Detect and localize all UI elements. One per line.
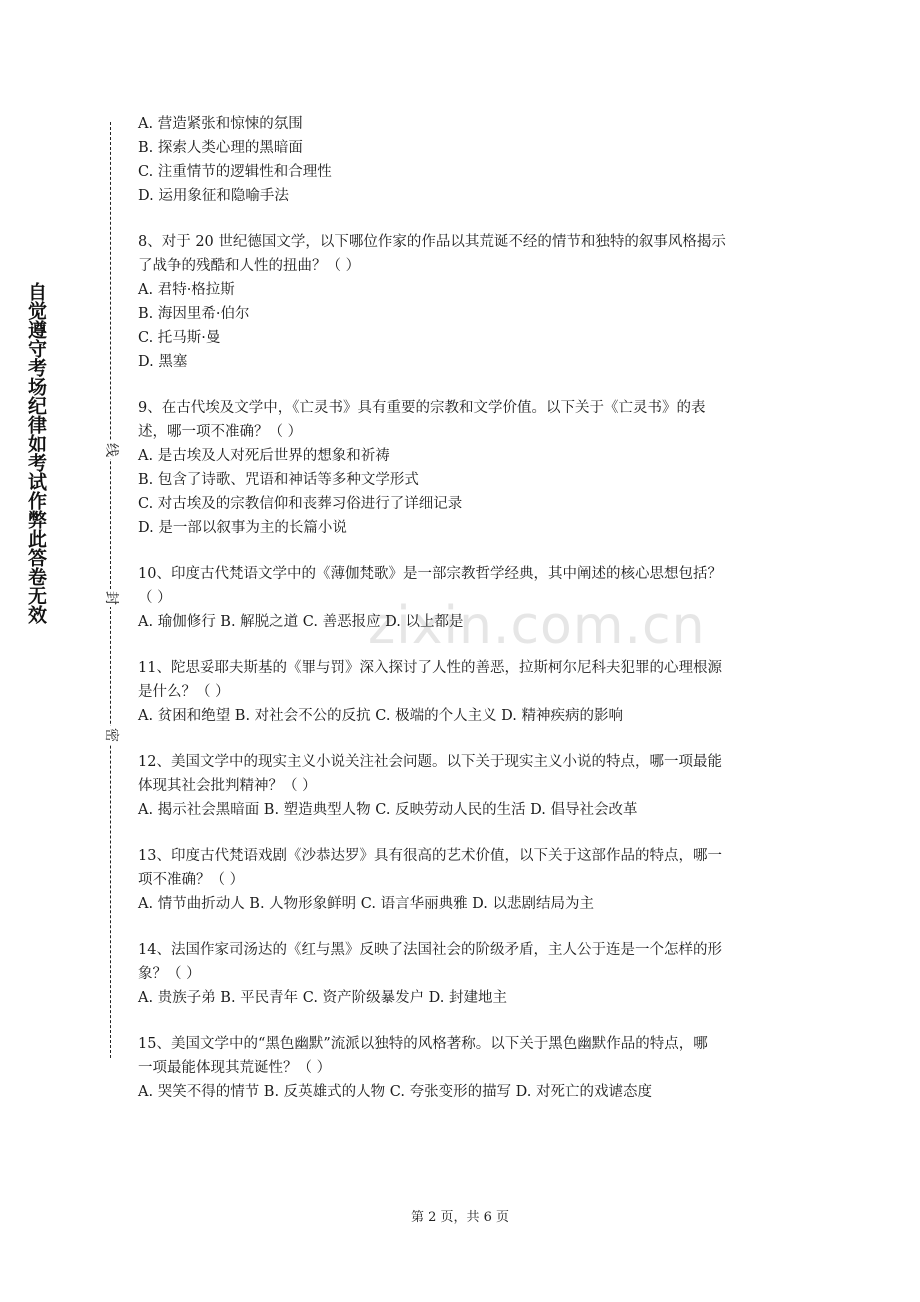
exam-discipline-warning: 自觉遵守考场纪律如考试作弊此答卷无效 xyxy=(25,282,47,624)
options-row: A. 贵族子弟 B. 平民青年 C. 资产阶级暴发户 D. 封建地主 xyxy=(138,990,508,1006)
question-stem: 象？（ ） xyxy=(138,966,201,982)
watermark: zixin.com.cn xyxy=(368,596,706,656)
question-stem: 9、在古代埃及文学中，《亡灵书》具有重要的宗教和文学价值。以下关于《亡灵书》的表 xyxy=(138,400,706,416)
question-stem: 11、陀思妥耶夫斯基的《罪与罚》深入探讨了人性的善恶，拉斯柯尔尼科夫犯罪的心理根源 xyxy=(138,660,722,676)
question-15 xyxy=(138,1032,788,1104)
question-stem: 8、对于 20 世纪德国文学，以下哪位作家的作品以其荒诞不经的情节和独特的叙事风格揭示 xyxy=(138,234,726,250)
binding-label-line: 线 xyxy=(103,443,119,457)
question-stem: 述，哪一项不准确？（ ） xyxy=(138,424,303,440)
options-row: A. 哭笑不得的情节 B. 反英雄式的人物 C. 夸张变形的描写 D. 对死亡的戏谑态度 xyxy=(138,1084,653,1100)
binding-label-seal: 封 xyxy=(103,591,119,605)
question-stem: 15、美国文学中的“黑色幽默”流派以独特的风格著称。以下关于黑色幽默作品的特点，哪 xyxy=(138,1036,708,1052)
intro-options xyxy=(138,112,788,208)
question-13 xyxy=(138,844,788,916)
option: D. 运用象征和隐喻手法 xyxy=(138,188,289,204)
question-stem: 体现其社会批判精神？（ ） xyxy=(138,778,317,794)
question-content xyxy=(138,112,788,1104)
question-stem: 是什么？（ ） xyxy=(138,684,230,700)
options-row: A. 揭示社会黑暗面 B. 塑造典型人物 C. 反映劳动人民的生活 D. 倡导社会改革 xyxy=(138,802,638,818)
option: A. 营造紧张和惊悚的氛围 xyxy=(138,116,303,132)
question-stem: 13、印度古代梵语戏剧《沙恭达罗》具有很高的艺术价值，以下关于这部作品的特点，哪一 xyxy=(138,848,722,864)
question-stem: 项不准确？（ ） xyxy=(138,872,245,888)
option: B. 包含了诗歌、咒语和神话等多种文学形式 xyxy=(138,472,419,488)
page-footer: 第 2 页，共 6 页 xyxy=(410,1210,510,1225)
option: C. 对古埃及的宗教信仰和丧葬习俗进行了详细记录 xyxy=(138,496,463,512)
option: B. 探索人类心理的黑暗面 xyxy=(138,140,303,156)
option: C. 注重情节的逻辑性和合理性 xyxy=(138,164,332,180)
options-row: A. 瑜伽修行 B. 解脱之道 C. 善恶报应 D. 以上都是 xyxy=(138,614,464,630)
option: A. 君特·格拉斯 xyxy=(138,282,235,298)
options-row: A. 情节曲折动人 B. 人物形象鲜明 C. 语言华丽典雅 D. 以悲剧结局为主 xyxy=(138,896,595,912)
question-stem: 了战争的残酷和人性的扭曲？（ ） xyxy=(138,258,361,274)
question-11 xyxy=(138,656,788,728)
question-stem: 12、美国文学中的现实主义小说关注社会问题。以下关于现实主义小说的特点，哪一项最能 xyxy=(138,754,722,770)
question-stem: 10、印度古代梵语文学中的《薄伽梵歌》是一部宗教哲学经典，其中阐述的核心思想包括？ xyxy=(138,566,722,582)
option: B. 海因里希·伯尔 xyxy=(138,306,250,322)
option: A. 是古埃及人对死后世界的想象和祈祷 xyxy=(138,448,390,464)
option: D. 黑塞 xyxy=(138,354,188,370)
question-stem: 14、法国作家司汤达的《红与黑》反映了法国社会的阶级矛盾，主人公于连是一个怎样的形 xyxy=(138,942,722,958)
question-stem: 一项最能体现其荒诞性？（ ） xyxy=(138,1060,332,1076)
question-10 xyxy=(138,562,788,634)
option: C. 托马斯·曼 xyxy=(138,330,221,346)
binding-label-secret: 密 xyxy=(103,728,119,742)
question-stem: （ ） xyxy=(138,590,172,606)
question-14 xyxy=(138,938,788,1010)
options-row: A. 贫困和绝望 B. 对社会不公的反抗 C. 极端的个人主义 D. 精神疾病的影响 xyxy=(138,708,624,724)
option: D. 是一部以叙事为主的长篇小说 xyxy=(138,520,347,536)
question-9 xyxy=(138,396,788,540)
question-12 xyxy=(138,750,788,822)
question-8 xyxy=(138,230,788,374)
